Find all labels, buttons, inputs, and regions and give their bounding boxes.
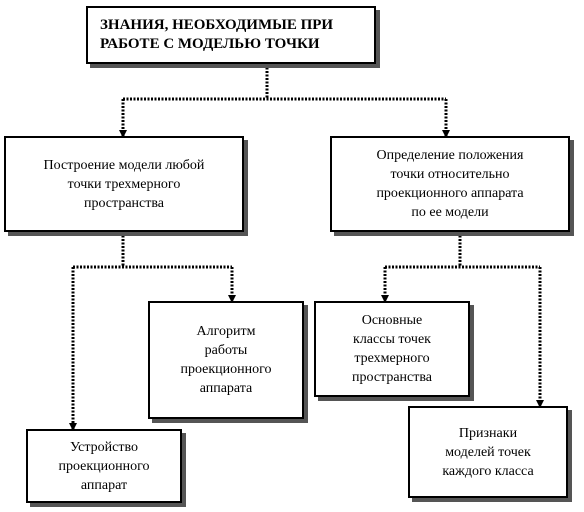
left-branch-node: Построение модели любой точки трехмерного пространства — [4, 136, 244, 232]
classes-node: Основные классы точек трехмерного пространства — [314, 301, 470, 397]
right-branch-node: Определение положения точки относительно проекционного аппарата по ее модели — [330, 136, 570, 232]
algorithm-node: Алгоритм работы проекционного аппарата — [148, 301, 304, 419]
features-node: Признаки моделей точек каждого класса — [408, 406, 568, 498]
root-node: ЗНАНИЯ, НЕОБХОДИМЫЕ ПРИ РАБОТЕ С МОДЕЛЬЮ ТОЧКИ — [86, 6, 376, 64]
device-node: Устройство проекционного аппарат — [26, 429, 182, 503]
